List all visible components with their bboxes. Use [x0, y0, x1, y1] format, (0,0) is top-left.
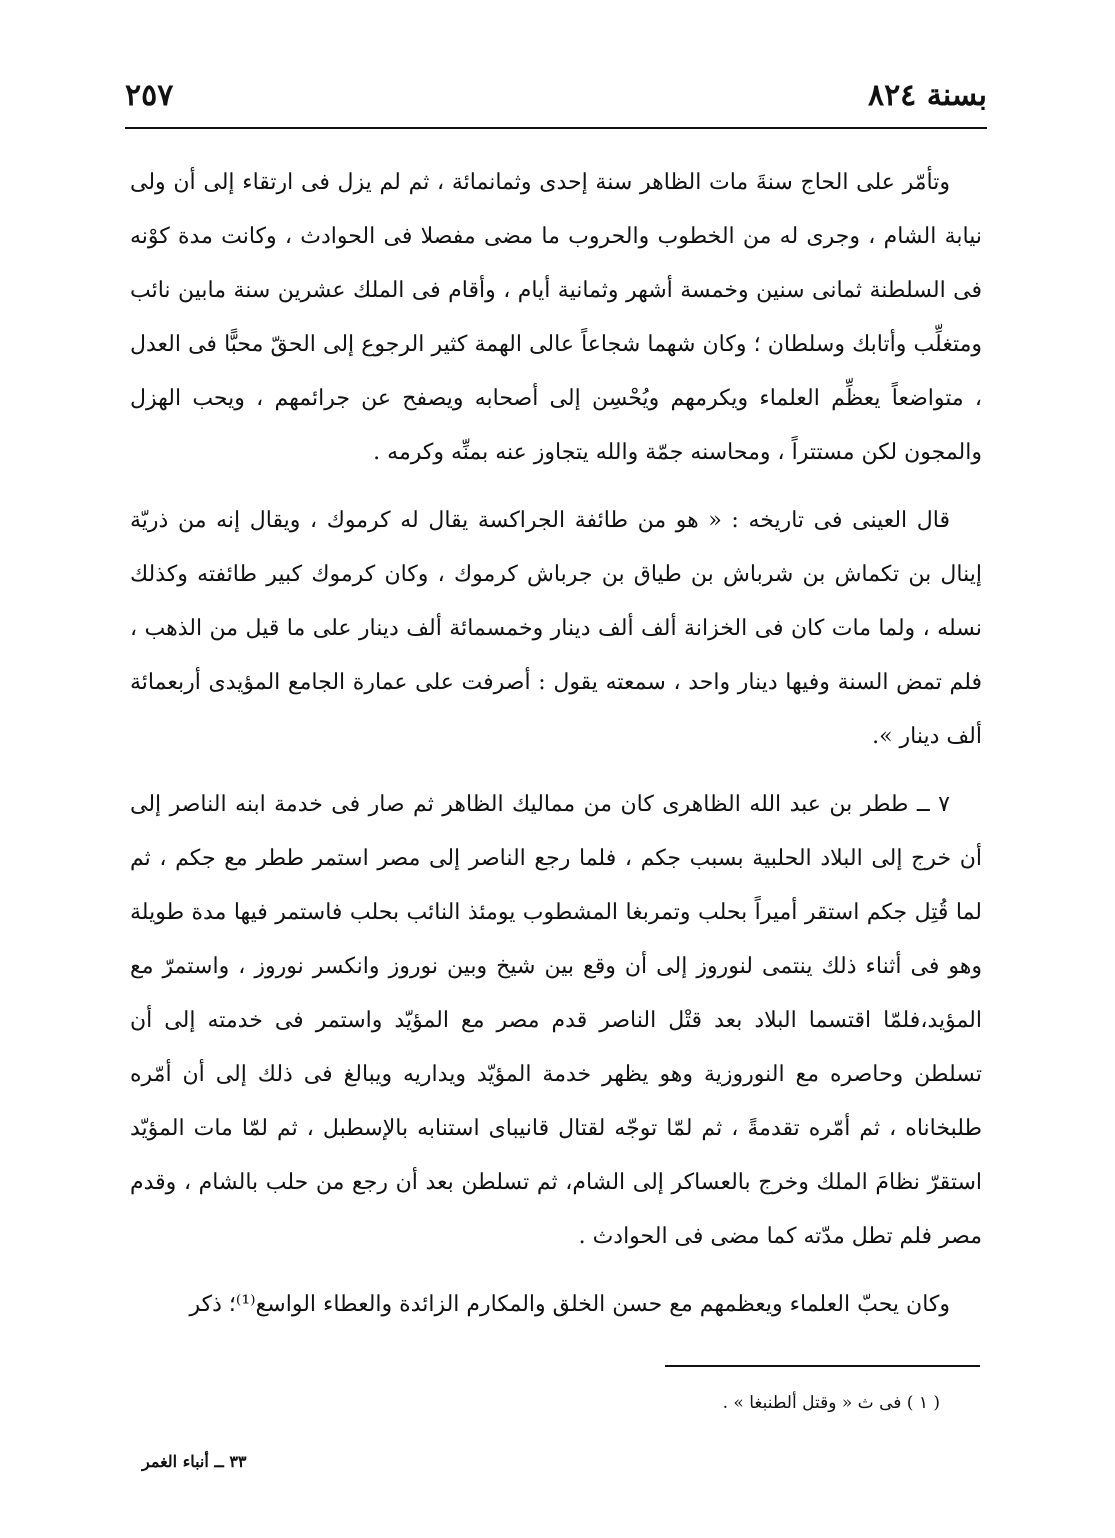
- footnote: ( ١ ) فى ث « وقتل ألطنبغا » .: [722, 1393, 940, 1413]
- paragraph: وتأمّر على الحاج سنةَ مات الظاهر سنة إحدى وثمانمائة ، ثم لم يزل فى ارتقاء إلى أن ولى نيابة الشام ، وجرى له من الخطوب والحروب ما مضى مفصلا فى الحوادث ، وكانت مدة كوْنه فى السلطنة ثمانى سنين وخمسة أشهر وثمانية أيام ، وأقام فى الملك عشرين سنة مابين نائب ومتغلِّب وأتابك وسلطان ؛ وكان شهما شجاعاً عالى الهمة كثير الرجوع إلى الحقّ محبًّا فى العدل ، متواضعاً يعظِّم العلماء ويكرمهم ويُحْسِن إلى أصحابه ويصفح عن جرائمهم ، ويحب الهزل والمجون لكن مستتراً ، ومحاسنه جمّة والله يتجاوز عنه بمنِّه وكرمه .: [130, 170, 982, 465]
- main-text: [130, 156, 982, 1346]
- paragraph: وكان يحبّ العلماء ويعظمهم مع حسن الخلق والمكارم الزائدة والعطاء الواسع⁽¹⁾؛ ذكر: [189, 1292, 950, 1317]
- signature-mark: ٣٣ ــ أنباء الغمر: [142, 1452, 247, 1471]
- paragraph: ٧ ــ ططر بن عبد الله الظاهرى كان من مماليك الظاهر ثم صار فى خدمة ابنه الناصر إلى أن خرج إلى البلاد الحلبية بسبب جكم ، فلما رجع الناصر إلى مصر استمر ططر مع جكم ، ثم لما قُتِل جكم استقر أميراً بحلب وتمربغا المشطوب يومئذ النائب بحلب فاستمر فيها مدة طويلة وهو فى أثناء ذلك ينتمى لنوروز إلى أن وقع بين شيخ وبين نوروز وانكسر نوروز ، واستمرّ مع المؤيد،فلمّا اقتسما البلاد بعد قتْل الناصر قدم مصر مع المؤيّد واستمر فى خدمته إلى أن تسلطن وحاصره مع النوروزية وهو يظهر خدمة المؤيّد ويداريه ويبالغ فى ذلك إلى أن أمّره طلبخاناه ، ثم أمّره تقدمةً ، ثم لمّا توجّه لقتال قانيباى استنابه بالإسطبل ، ثم لمّا مات المؤيّد استقرّ نظامَ الملك وخرج بالعساكر إلى الشام، ثم تسلطن بعد أن رجع من حلب بالشام ، وقدم مصر فلم تطل مدّته كما مضى فى الحوادث .: [130, 792, 983, 1249]
- header-rule: [125, 127, 987, 129]
- header-year: بسنة ٨٢٤: [867, 78, 987, 113]
- footnote-rule: [665, 1365, 980, 1367]
- page-number: ٢٥٧: [125, 78, 174, 113]
- paragraph: قال العينى فى تاريخه : « هو من طائفة الجراكسة يقال له كرموك ، ويقال إنه من ذريّة إينال بن تكماش بن شرباش بن طياق بن جرباش كرموك ، وكان كرموك كبير طائفته وكذلك نسله ، ولما مات كان فى الخزانة ألف ألف دينار وخمسمائة ألف دينار على ما قيل من الذهب ، فلم تمض السنة وفيها دينار واحد ، سمعته يقول : أصرفت على عمارة الجامع المؤيدى أربعمائة ألف دينار ».: [130, 508, 982, 749]
- running-head: [125, 78, 987, 122]
